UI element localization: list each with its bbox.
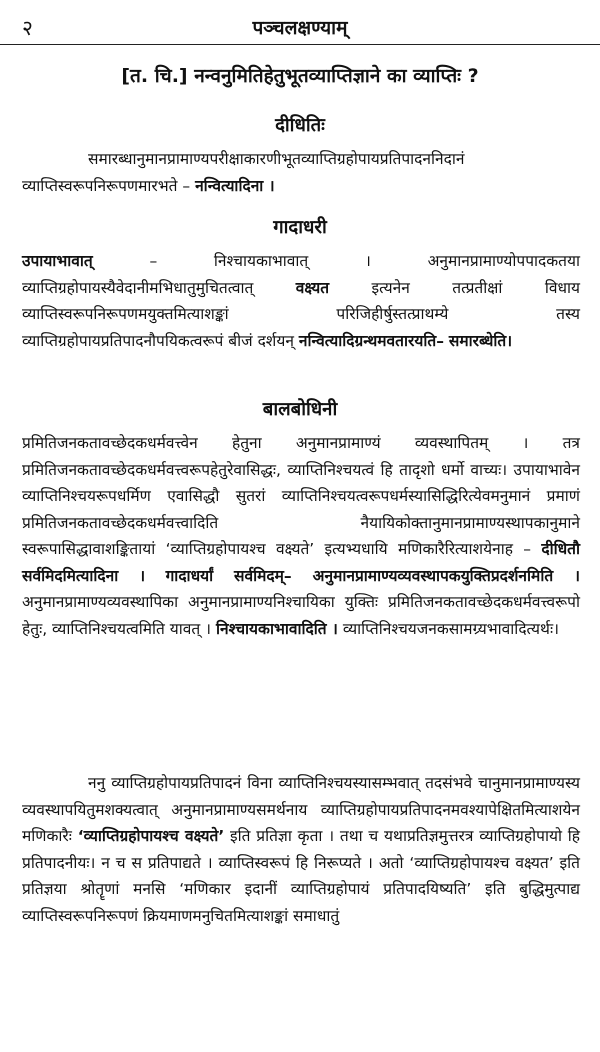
- gadadhari-bold-3: नन्वित्यादिग्रन्थमवतारयति–: [298, 331, 444, 350]
- final-text-2: इति प्रतिज्ञा कृता । तथा च यथाप्रतिज्ञमुत्तरत्र व्याप्तिग्रहोपायो हि प्रतिपादनीयः। न च स प्रतिपाद्यते । व्याप्तिस्वरूपं हि निरूप्यते । अतो ‘व्याप्तिग्रहोपायश्च वक्ष्यत’ इति प्रतिज्ञया श्रोतॄणां मनसि ‘मणिकार इदानीं व्याप्तिग्रहोपायं प्रतिपादयिष्यति’ इति बुद्धिमुत्पाद्य व्याप्तिस्वरूपनिरूपणं क्रियमाणमनुचितमित्याशङ्कां समाधातुं: [22, 827, 580, 925]
- balabodhini-text-2: अनुमानप्रामाण्यव्यवस्थापिका अनुमानप्रामाण्यनिश्चायिका युक्तिः प्रमितिजनकतावच्छेदकधर्मवत्त्वरूपो हेतुः, व्याप्तिनिश्चयत्वमिति यावत् ।: [22, 593, 580, 638]
- gadadhari-text-2: इत्यनेन तत्प्रतीक्षां विधाय व्याप्तिस्वरूपनिरूपणमयुक्तमित्याशङ्कां परिजिहीर्षुस्तत्प्राथम्ये तस्य व्याप्तिग्रहोपायप्रतिपादनौपयिकत्वरूपं बीजं दर्शयन्: [22, 278, 580, 350]
- gadadhari-bold-4: समारब्धेति।: [448, 331, 513, 350]
- balabodhini-bold-2: गादाधर्यां सर्वमिदम्– अनुमानप्रामाण्यव्यवस्थापकयुक्तिप्रदर्शनमिति ।: [165, 566, 580, 585]
- heading-gadadhari: गादाधरी: [273, 217, 327, 238]
- balabodhini-bold-3: निश्चायकाभावादिति ।: [216, 619, 338, 638]
- heading-didhiti: दीधितिः: [275, 115, 325, 136]
- paragraph-balabodhini: [22, 430, 580, 642]
- page-header: [0, 12, 600, 45]
- question-line: [त. चि.] नन्वनुमितिहेतुभूतव्याप्तिज्ञाने का व्याप्तिः ?: [121, 65, 479, 87]
- didhiti-text: समारब्धानुमानप्रामाण्यपरीक्षाकारणीभूतव्याप्तिग्रहोपायप्रतिपादननिदानं व्याप्तिस्वरूपनिरूपणमारभते –: [22, 150, 465, 195]
- final-bold-1: ‘व्याप्तिग्रहोपायश्च वक्ष्यते’: [77, 827, 225, 845]
- didhiti-bold: नन्वित्यादिना ।: [195, 176, 275, 195]
- paragraph-gadadhari: [22, 248, 580, 354]
- page-number: २: [22, 16, 33, 40]
- gadadhari-text-1: – निश्चायकाभावात् । अनुमानप्रामाण्योपपादकतया व्याप्तिग्रहोपायस्यैवेदानीमभिधातुमुचितत्वात्: [22, 252, 580, 297]
- running-title: पञ्चलक्षण्याम्: [252, 17, 348, 39]
- final-text-1: ननु व्याप्तिग्रहोपायप्रतिपादनं विना व्याप्तिनिश्चयस्यासम्भवात् तदसंभवे चानुमानप्रामाण्यस्य व्यवस्थापयितुमशक्यत्वात् अनुमानप्रामाण्यसमर्थनाय व्याप्तिग्रहोपायप्रतिपादनमवश्यापेक्षितमित्याशयेन मणिकारैः: [22, 774, 580, 845]
- paragraph-final: [22, 770, 580, 929]
- balabodhini-bold-1: दीधितौ सर्वमिदमित्यादिना ।: [22, 540, 580, 585]
- balabodhini-text-3: व्याप्तिनिश्चयजनकसामग्र्यभावादित्यर्थः।: [342, 619, 559, 638]
- heading-balabodhini: बालबोधिनी: [262, 399, 338, 420]
- gadadhari-bold-2: वक्ष्यत: [295, 278, 330, 297]
- paragraph-didhiti: [22, 146, 580, 199]
- balabodhini-text-1: प्रमितिजनकतावच्छेदकधर्मवत्त्वेन हेतुना अनुमानप्रामाण्यं व्यवस्थापितम् । तत्र प्रमितिजनकतावच्छेदकधर्मवत्त्वरूपहेतुरेवासिद्धः, व्याप्तिनिश्चयत्वं हि तादृशो धर्मो वाच्यः। उपायाभावेन व्याप्तिनिश्चयरूपधर्मिण एवासिद्धौ सुतरां व्याप्तिनिश्चयत्वरूपधर्मस्यासिद्धिरित्येवमनुमानं प्रमाणं प्रमितिजनकतावच्छेदकधर्मवत्त्वादिति नैयायिकोक्तानुमानप्रामाण्यस्थापकानुमाने स्वरूपासिद्धावाशङ्कितायां ‘व्याप्तिग्रहोपायश्च वक्ष्यते’ इत्यभ्यधायि मणिकारैरित्याशयेनाह –: [22, 434, 580, 558]
- gadadhari-bold-1: उपायाभावात्: [22, 252, 93, 270]
